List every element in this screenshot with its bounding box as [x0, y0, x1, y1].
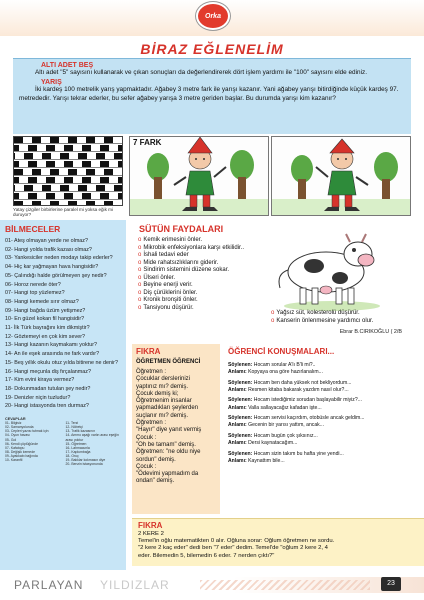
riddle-item: 11- İlk Türk bayrağını kim dikmiştir?	[5, 325, 90, 332]
talk-pair	[228, 415, 418, 429]
answers-right-column	[66, 417, 123, 466]
riddles-title: BİLMECELER	[5, 224, 61, 234]
bullet-icon: o	[138, 259, 142, 266]
milk-benefits-list	[138, 237, 262, 312]
benefit-item: o İshali tedavi eder	[138, 252, 189, 258]
joke-line: Çocuk :	[136, 463, 157, 470]
puzzle-box	[13, 58, 411, 134]
joke-title: FIKRA	[138, 521, 163, 530]
bullet-icon: o	[271, 310, 275, 316]
logo-text: Orka	[205, 12, 221, 20]
footer-brand-first: PARLAYAN	[14, 578, 84, 592]
page-footer	[0, 570, 424, 600]
benefit-item: o Yağsız süt, kolesterolü düşürür.	[271, 310, 360, 316]
joke-line: Öğretmen :	[136, 369, 167, 375]
bullet-icon: o	[138, 282, 142, 288]
joke-subtitle: ÖĞRETMEN ÖĞRENCİ	[136, 359, 201, 365]
milk-benefits-section	[132, 220, 424, 336]
talk-said: Söylenen: Hocam servisi kaçırdım, otobüsle ancak geldim...	[228, 415, 365, 422]
answers-box	[5, 417, 122, 466]
riddle-item: 18- Dokunmadan tutulan şey nedir?	[5, 385, 91, 392]
answer-item: 10- Karanfil	[5, 458, 23, 462]
elf-cartoon-image	[272, 137, 411, 216]
talk-pair	[228, 433, 418, 447]
riddle-item: 19- Denizler niçin tuzludur?	[5, 394, 71, 401]
joke-line: Öğretmenim insanlar	[136, 398, 192, 405]
comic-panel-right	[271, 136, 411, 216]
answer-item: 04- Oyun havası	[5, 433, 30, 438]
joke-teacher-student	[132, 344, 220, 514]
joke-line: 2 KERE 2	[138, 531, 164, 537]
answers-left-column	[5, 417, 62, 466]
talk-said: Söylenen: Hocam istediğimiz sorudan başlayabilir miyiz?...	[228, 397, 362, 404]
talk-meaning: Anlamı: Dersi kaynatacağım...	[228, 440, 298, 447]
benefit-item: o Kronik bronşiti önler.	[138, 297, 198, 303]
optical-illusion-image	[13, 136, 123, 206]
riddle-list	[5, 237, 122, 411]
joke-line: Çocuk demiş ki;	[136, 390, 179, 397]
comic-strip	[13, 136, 411, 218]
page-number: 23	[381, 577, 401, 591]
student-talks-list	[228, 362, 418, 465]
benefit-item: o Kemik erimesini önler.	[138, 237, 203, 243]
bullet-icon: o	[138, 297, 142, 303]
benefit-item: o Ülseri önler.	[138, 274, 176, 281]
talk-meaning: Anlamı: Gecenin bir yarısı yattım, ancak...	[228, 422, 324, 429]
talk-meaning: Anlamı: Resmen kitaba bakarak yazdım nasıl olur?...	[228, 386, 349, 393]
joke-line: suçlanır mı? demiş.	[136, 412, 189, 419]
joke-line: "Ödevimi yapmadım da	[136, 471, 199, 478]
answer-item: 08- Değişik kemede	[5, 449, 35, 454]
riddle-item: 12- Göztemeyi en çok kim sever?	[5, 333, 85, 340]
talk-meaning: Anlamı: Valla sallayacağız kafadan işte...	[228, 404, 322, 411]
top-banner	[0, 0, 424, 36]
milk-benefits-title: SÜTÜN FAYDALARI	[139, 224, 224, 234]
bullet-icon: o	[138, 244, 142, 251]
answer-item: 01- Bilgisiz	[5, 421, 22, 426]
answer-item: 14- Ammo aşağı varlın arası eşeğin arası yoktur	[65, 433, 119, 442]
benefit-item: o Kanserin önlenmesine yardımcı olur.	[271, 317, 374, 324]
joke-line: ondan" demiş.	[136, 478, 175, 485]
bullet-icon: o	[138, 274, 142, 281]
answer-item: 15- Öğretmen	[65, 441, 87, 446]
answer-item: 12- Nöbetçi	[65, 425, 83, 430]
riddle-item: 17- Kim evini kiraya vermez?	[5, 377, 75, 384]
joke-temel	[132, 518, 424, 566]
answer-item: 16- Lahmacunla	[65, 445, 90, 450]
benefit-item: o Mikrobik enfeksiyonlara karşı etkilidir..	[138, 244, 245, 251]
joke-text	[138, 531, 418, 560]
joke-line: Temel'in oğlu matematikten 0 alır. Oğluna sorar: Oğlum öğretmen ne sordu.	[138, 538, 335, 545]
answer-item: 11- Terzi	[65, 421, 79, 426]
magazine-logo	[196, 2, 230, 30]
answer-item: 07- Kafatopu	[5, 445, 25, 450]
page-title: BİRAZ EĞLENELİM	[140, 41, 284, 57]
riddle-item: 01- Ateş olmayan yerde ne olmaz?	[5, 238, 89, 244]
answer-item: 13- Trafik kazasının	[65, 429, 96, 434]
talk-meaning: Anlamı: Kopyaya ona göre hazırlanalım...	[228, 369, 323, 376]
joke-line: sordun" demiş.	[136, 456, 176, 463]
answer-item: 19- Balıklar kokmasın diye	[65, 458, 106, 462]
talk-pair	[228, 362, 418, 376]
joke-line: Öğretmen :	[136, 420, 167, 427]
answer-item: 18- Oruç	[65, 453, 79, 458]
milk-author: Ebrar B.CIRIKOĞLU ( 2/B	[339, 329, 402, 335]
riddle-item: 10- En güzel kokan fil hangisidir?	[5, 316, 85, 323]
joke-line: "Hayır" diye yanıt vermiş	[136, 427, 202, 434]
bullet-icon: o	[138, 304, 142, 311]
comic-label: 7 FARK	[133, 138, 162, 147]
riddle-item: 04- Hiç kar yağmayan hava hangisidir?	[5, 264, 99, 271]
answer-item: 20- Benzin istasyonunda	[65, 462, 103, 467]
elf-cartoon-image	[130, 137, 269, 216]
bullet-icon: o	[138, 267, 142, 273]
answer-item: 05- Gol	[5, 437, 17, 442]
bullet-icon: o	[138, 289, 142, 296]
bullet-icon: o	[138, 237, 142, 243]
comic-panel-left	[129, 136, 269, 216]
riddle-item: 16- Hangi meçunla diş fırçalanmaz?	[5, 368, 91, 375]
answer-item: 06- Kendi çöplüğünde	[5, 441, 38, 446]
riddle-item: 20- Hangi istasyonda tren durmaz?	[5, 403, 89, 410]
puzzle-text: Altı adet "5" sayısını kullanarak ve çıkan sonuçları da değerlendirerek dört işlem yardımı ile "100" sayısını elde ediniz.	[35, 69, 367, 76]
benefit-item: o Beyine enerji verir.	[138, 282, 193, 288]
riddle-item: 13- Hangi kazanın kaymakamı yoktur?	[5, 342, 97, 349]
riddle-item: 02- Hangi yolda trafik kazası olmaz?	[5, 246, 92, 253]
puzzle-text: İki kardeş 100 metrelik yarış yapmaktadır. Ağabey 3 metre fark ile yarışı kazanır. Yani ağabey yarışı bitirdiğinde küçük kardeş 97. metrededir. Yarışı tekrar ederler, bu sefer ağabey yarışa 3 metre geriden başlar. Bu durumda yarışı kim kazanır?	[19, 86, 399, 102]
talk-said: Söylenen: Hocam bugün çok şıksınız...	[228, 432, 318, 439]
riddle-item: 08- Hangi kemede sırır olmaz?	[5, 298, 79, 305]
joke-text	[136, 369, 216, 486]
joke-line: Çocuklar derslerinizi	[136, 376, 191, 383]
answer-item: 03- Cepleri yazısı tutmak için	[5, 429, 49, 434]
joke-line: "2 kere 2 kaç eder" dedi ben "7 eder" dedim. Temel'de "oğlum 2 kere 2, 4	[138, 545, 328, 552]
illusion-caption: Yatay çizgiler birbirlerine paralel mi yoksa eğik mi duruyor?	[13, 207, 113, 218]
student-talks-section	[222, 344, 424, 514]
riddle-item: 07- Hangi top yüzlemez?	[5, 290, 65, 297]
bullet-icon: o	[138, 252, 142, 258]
benefit-item: o Tansiyonu düşürür.	[138, 304, 194, 311]
benefit-item: o Sindirim sistemini düzene sokar.	[138, 267, 230, 273]
joke-line: "Oh be tamam" demiş.	[136, 441, 196, 448]
answer-item: 09- Ayakkabı bağında	[5, 453, 38, 458]
talk-said: Söylenen: Hocam ben daha yüksek not bekliyordum...	[228, 379, 352, 386]
riddle-item: 15- Beş yıllık okulu otuz yılda bitirene ne denir?	[5, 359, 118, 366]
talk-pair	[228, 380, 418, 394]
riddle-item: 05- Çalındığı halde görülmeyen şey nedir?	[5, 272, 107, 279]
student-talks-title: ÖĞRENCİ KONUŞMALARI...	[228, 347, 335, 356]
joke-title: FIKRA	[136, 347, 161, 356]
talk-pair	[228, 397, 418, 411]
benefit-item: o Mide rahatsızlıklarını giderir.	[138, 259, 219, 266]
talk-said: Söylenen: Hocam sizin takım bu hafta yine yendi...	[228, 450, 344, 457]
puzzle-title: YARIŞ	[41, 79, 62, 87]
bullet-icon: o	[271, 317, 275, 324]
cow-illustration	[262, 228, 384, 312]
joke-line: Öğretmen: "ne oldu niye	[136, 449, 201, 456]
riddle-item: 14- An ile eşek arasında ne fark vardır?	[5, 351, 100, 358]
riddle-item: 03- Yankesiciler neden modayı takip ederler?	[5, 255, 113, 262]
milk-extra-list	[271, 310, 424, 325]
talk-meaning: Anlamı: Kaynattım bile...	[228, 457, 285, 464]
benefit-item: o Diş çürüklerini önler.	[138, 289, 198, 296]
joke-line: eder. Bilemedin 5, bilemedin 6 eder. 7 nerden çıktı?"	[138, 552, 275, 559]
answer-item: 17- Kaplumbağa	[65, 449, 91, 454]
talk-said: Söylenen: Hocam sorular A'lı B'li mi?..	[228, 362, 316, 368]
riddles-panel	[0, 220, 126, 588]
answer-item: 02- Samanyolunda	[5, 425, 34, 430]
joke-line: Çocuk :	[136, 434, 157, 441]
talk-pair	[228, 451, 418, 465]
riddle-item: 06- Horoz nerede öter?	[5, 281, 61, 288]
joke-line: yapmadıkları şeylerden	[136, 405, 199, 412]
puzzle-title: ALTI ADET BEŞ	[41, 62, 94, 69]
joke-line: yaptınız mı? demiş.	[136, 383, 189, 390]
footer-brand-second: YILDIZLAR	[100, 578, 170, 592]
riddle-item: 09- Hangi bağda üzüm yetişmez?	[5, 307, 86, 314]
answers-title: CEVAPLAR	[5, 417, 26, 422]
